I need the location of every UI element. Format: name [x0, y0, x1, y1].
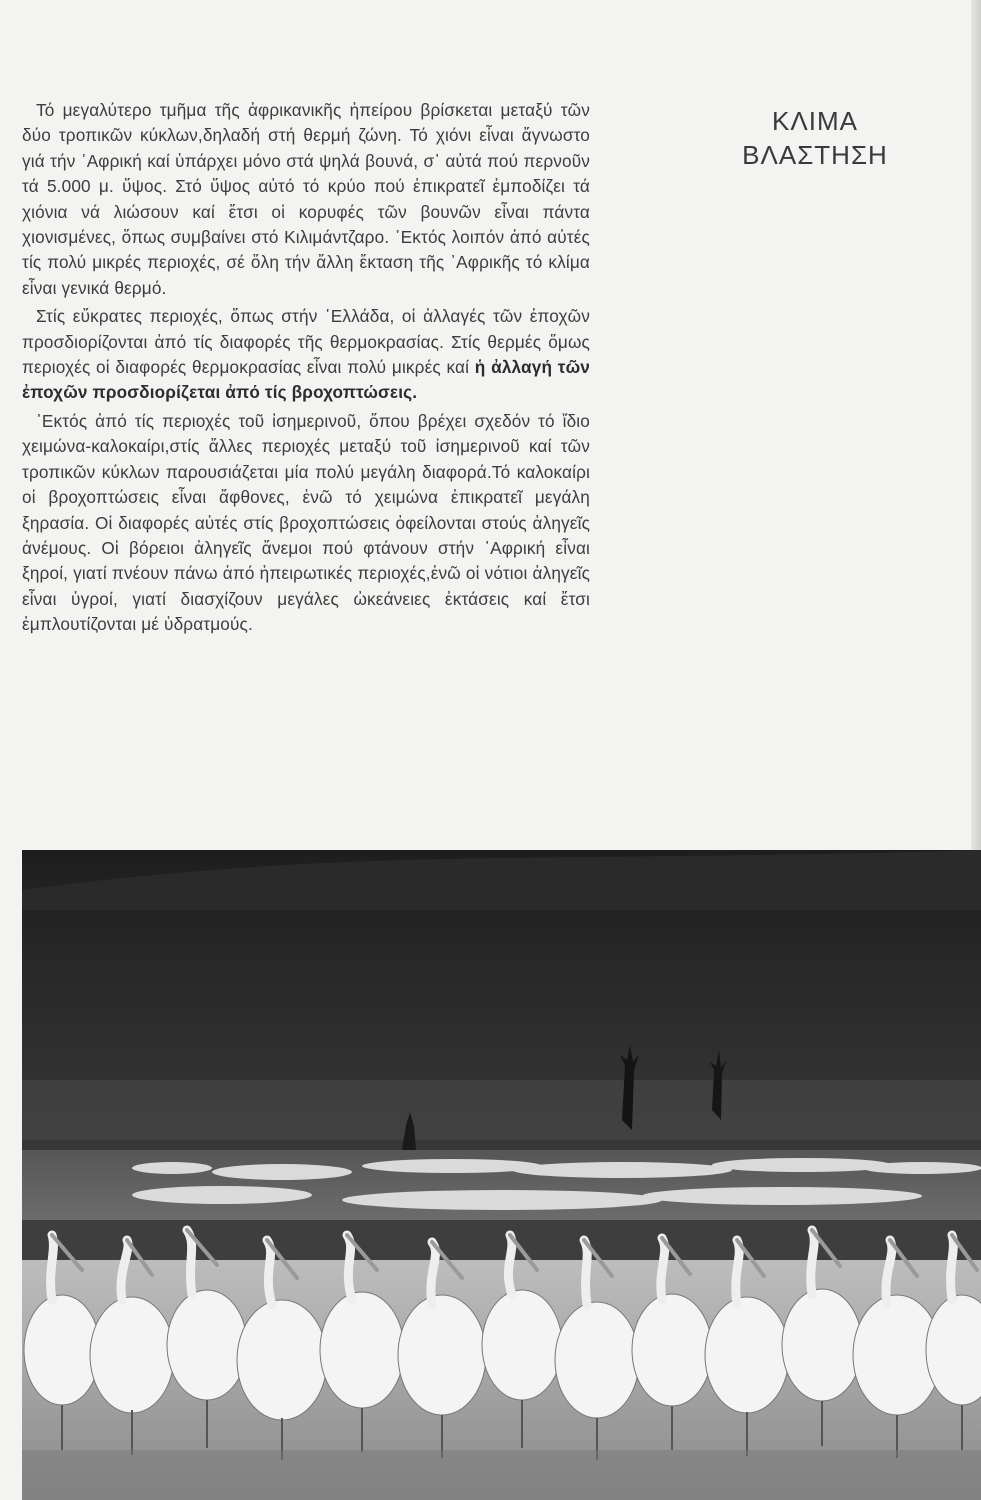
- paragraph-2-text: Στίς εὔκρατες περιοχές, ὅπως στήν ῾Ελλάδα, οἱ ἀλλαγές τῶν ἐποχῶν προσδιορίζονται ἀπό τίς διαφορές τῆς θερμοκρασίας. Στίς θερμές ὅμως περιοχές οἱ διαφορές θερμοκρασίας εἶναι πολύ μικρές καί: [22, 306, 590, 378]
- paragraph-2: [22, 304, 590, 406]
- pelicans-photo: [22, 850, 981, 1500]
- heading-line-2: ΒΛΑΣΤΗΣΗ: [742, 140, 888, 170]
- paragraph-3: ᾿Εκτός ἀπό τίς περιοχές τοῦ ἰσημερινοῦ, ὅπου βρέχει σχεδόν τό ἴδιο χειμώνα-καλοκαίρι,στίς ἄλλες περιοχές μεταξύ τοῦ ἰσημερινοῦ καί τῶν τροπικῶν κύκλων παρουσιάζεται μία πολύ μεγάλη διαφορά.Τό καλοκαίρι οἱ βροχοπτώσεις εἶναι ἄφθονες, ἐνῶ τό χειμώνα ἐπικρατεῖ μεγάλη ξηρασία. Οἱ διαφορές αὐτές στίς βροχοπτώσεις ὀφείλονται στούς ἀληγεῖς ἀνέμους. Οἱ βόρειοι ἀληγεῖς ἄνεμοι πού φτάνουν στήν ᾿Αφρική εἶναι ξηροί, γιατί πνέουν πάνω ἀπό ἠπειρωτικές περιοχές,ἐνῶ οἱ νότιοι ἀληγεῖς εἶναι ὑγροί, γιατί διασχίζουν μεγάλες ὠκεάνειες ἐκτάσεις καί ἔτσι ἐμπλουτίζονται μέ ὑδρατμούς.: [22, 410, 590, 635]
- section-heading: [700, 104, 930, 172]
- paragraph-2-bold-text: ἡ ἀλλαγή τῶν ἐποχῶν προσδιορίζεται ἀπό τίς βροχοπτώσεις.: [22, 357, 590, 403]
- heading-line-1: ΚΛΙΜΑ: [772, 106, 858, 136]
- paragraph-1: Τό μεγαλύτερο τμῆμα τῆς ἀφρικανικῆς ἠπείρου βρίσκεται μεταξύ τῶν δύο τροπικῶν κύκλων,δηλαδή στή θερμή ζώνη. Τό χιόνι εἶναι ἄγνωστο γιά τήν ᾿Αφρική καί ὑπάρχει μόνο στά ψηλά βουνά, σ᾿ αὐτά πού περνοῦν τά 5.000 μ. ὕψος. Στό ὕψος αὐτό τό κρύο πού ἐπικρατεῖ ἐμποδίζει τά χιόνια νά λιώσουν καί ἔτσι οἱ κορυφές τῶν βουνῶν εἶναι πάντα χιονισμένες, ὅπως συμβαίνει στό Κιλιμάντζαρο. ᾿Εκτός λοιπόν ἀπό αὐτές τίς πολύ μικρές περιοχές, σέ ὅλη τήν ἄλλη ἔκταση τῆς ᾿Αφρικῆς τό κλίμα εἶναι γενικά θερμό.: [22, 100, 590, 298]
- body-text: [22, 98, 590, 641]
